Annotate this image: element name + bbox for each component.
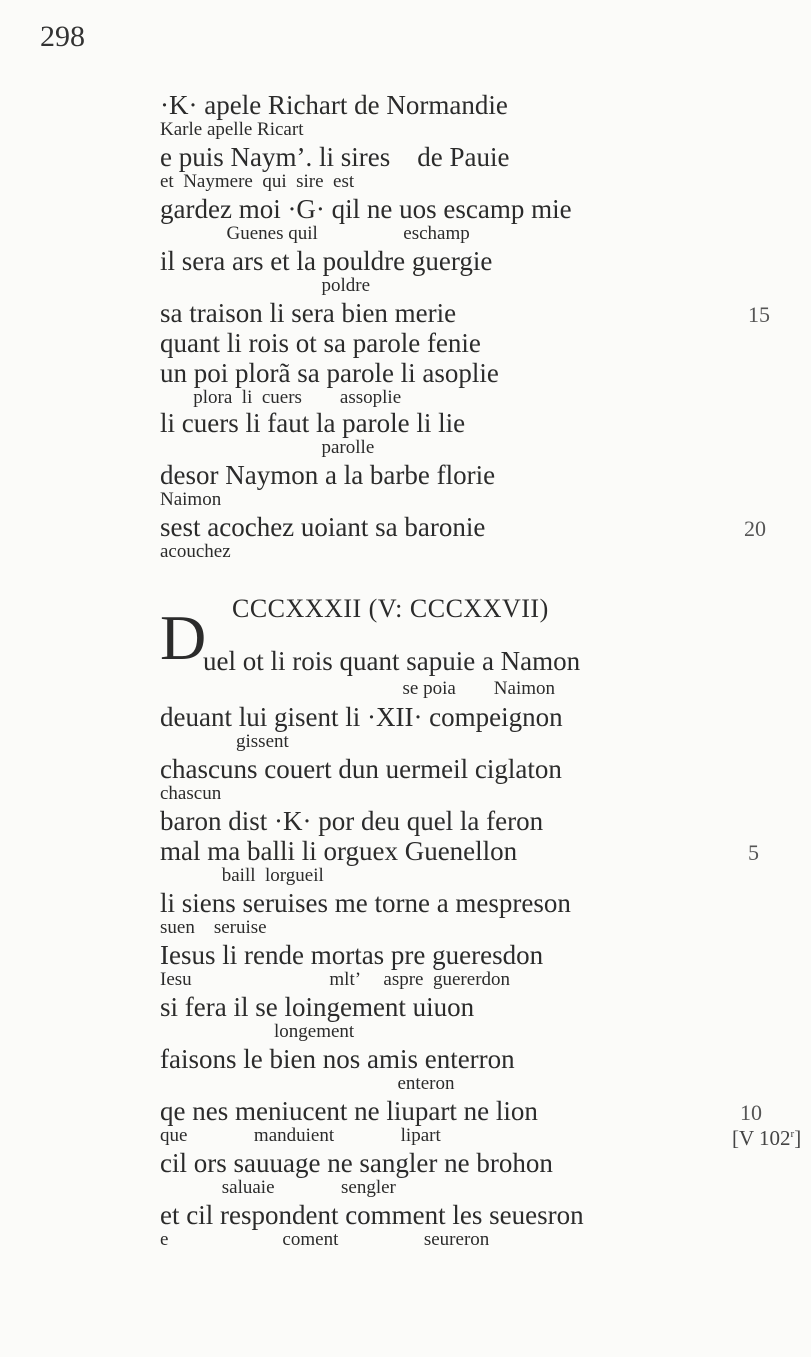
variant-line: e coment seureron [160, 1229, 490, 1250]
verse-line: chascuns couert dun uermeil ciglaton [160, 754, 562, 784]
verse-line: faisons le bien nos amis enterron [160, 1044, 515, 1074]
variant-line: plora li cuers assoplie [160, 387, 402, 408]
variant-line: parolle [160, 437, 375, 458]
verse-line: et cil respondent comment les seuesron [160, 1200, 584, 1230]
verse-line: ·K· apele Richart de Normandie [160, 90, 508, 120]
verse-line: uel ot li rois quant sapuie a Namon [203, 646, 581, 676]
verse-line: e puis Naym’. li sires de Pauie [160, 142, 510, 172]
verse-line: il sera ars et la pouldre guergie [160, 246, 493, 276]
variant-line: longement [160, 1021, 355, 1042]
folio-siglum: [V 102$^r$] [732, 1126, 802, 1150]
verse-line: Iesus li rende mortas pre gueresdon [160, 940, 544, 970]
line-number: 15 [748, 302, 770, 327]
variant-line: enteron [160, 1073, 455, 1094]
line-number: 5 [748, 840, 759, 865]
variant-line: Guenes quil eschamp [160, 223, 470, 244]
variant-line: poldre [160, 275, 371, 296]
verse-line: sa traison li sera bien merie [160, 298, 457, 328]
laisse-heading: CCCXXXII (V: CCCXXVII) [232, 594, 549, 623]
variant-line: gissent [160, 731, 289, 752]
variant-line: que manduient lipart [160, 1125, 441, 1146]
verse-line: desor Naymon a la barbe florie [160, 460, 496, 490]
variant-line: suen seruise [160, 917, 267, 938]
verse-line: gardez moi ·G· qil ne uos escamp mie [160, 194, 572, 224]
variant-line: baill lorgueil [160, 865, 324, 886]
verse-line: mal ma balli li orguex Guenellon [160, 836, 518, 866]
line-number: 20 [744, 516, 766, 541]
variant-line: acouchez [160, 541, 231, 562]
line-number: 10 [740, 1100, 762, 1125]
verse-line: un poi plorã sa parole li asoplie [160, 358, 499, 388]
verse-line: si fera il se loingement uiuon [160, 992, 475, 1022]
variant-line: et Naymere qui sire est [160, 171, 355, 192]
variant-line: Naimon [160, 489, 222, 510]
verse-line: quant li rois ot sa parole fenie [160, 328, 481, 358]
variant-line: saluaie sengler [160, 1177, 396, 1198]
verse-line: deuant lui gisent li ·XII· compeignon [160, 702, 563, 732]
variant-line: Karle apelle Ricart [160, 119, 304, 140]
verse-line: sest acochez uoiant sa baronie [160, 512, 486, 542]
variant-line: chascun [160, 783, 222, 804]
variant-line: se poia Naimon [203, 678, 556, 699]
variant-line: Iesu mlt’ aspre guererdon [160, 969, 511, 990]
verse-line: cil ors sauuage ne sangler ne brohon [160, 1148, 553, 1178]
drop-cap: D [160, 602, 207, 673]
verse-line: li siens seruises me torne a mespreson [160, 888, 571, 918]
verse-line: li cuers li faut la parole li lie [160, 408, 466, 438]
page-number: 298 [40, 20, 85, 53]
verse-line: baron dist ·K· por deu quel la feron [160, 806, 544, 836]
verse-line: qe nes meniucent ne liupart ne lion [160, 1096, 538, 1126]
